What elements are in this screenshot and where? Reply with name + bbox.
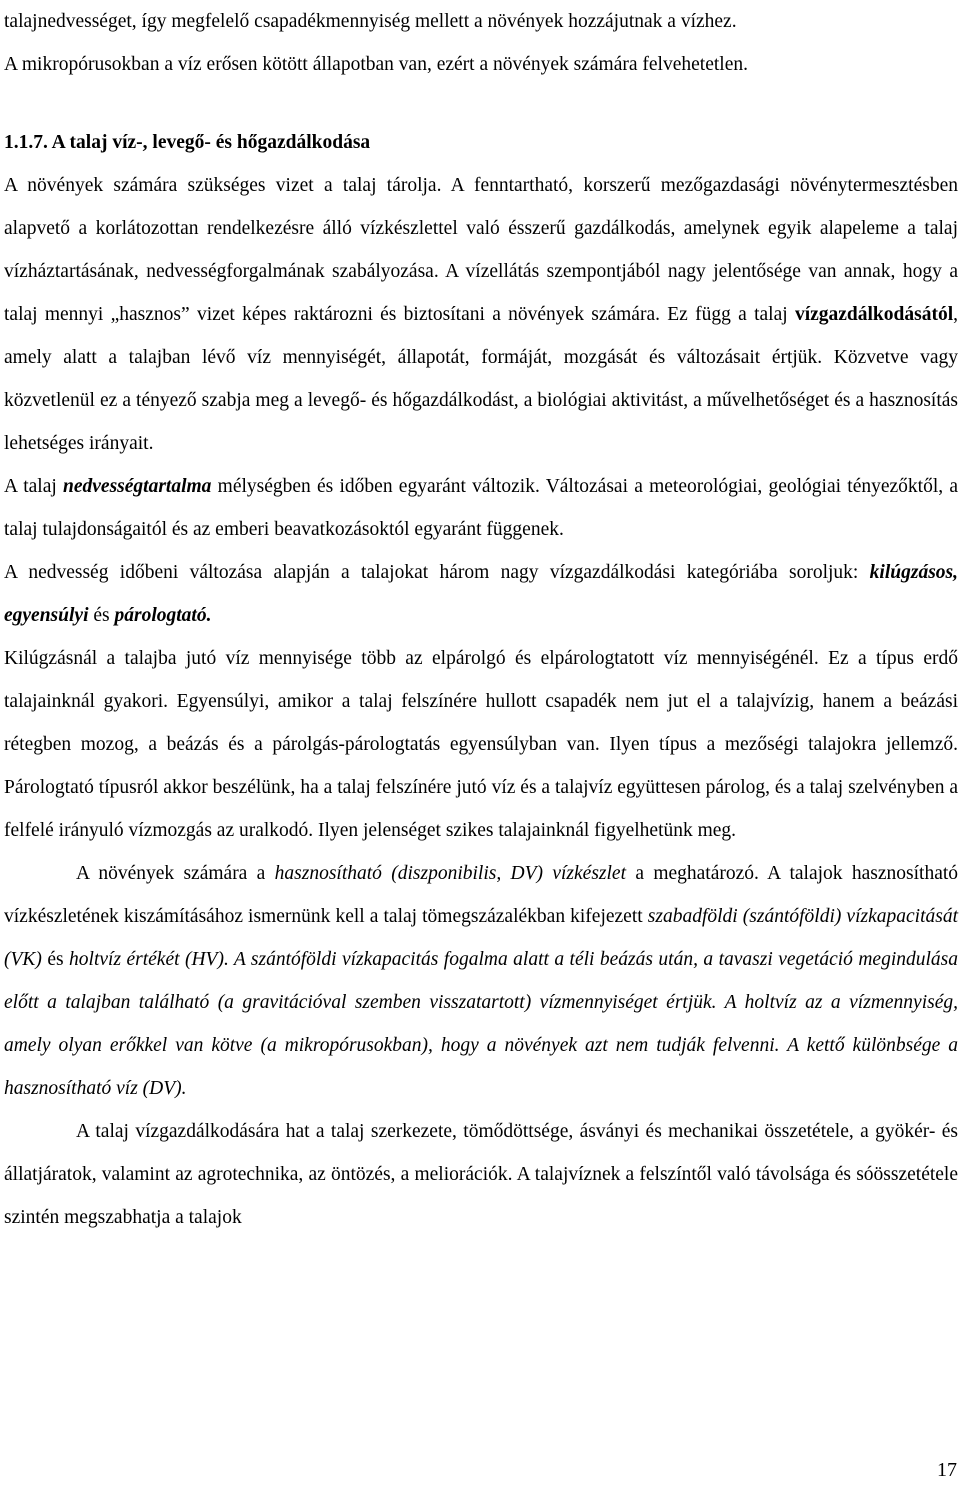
paragraph-moisture-content [4,465,958,551]
text-run: és [41,949,70,970]
paragraph-continued [4,0,958,86]
paragraph-water-management [4,164,958,465]
text-run: A növények számára szükséges vizet a talaj tárolja. A fenntartható, korszerű mezőgazdasági növénytermesztésben alapvető a korlátozottan rendelkezésre álló vízkészlettel való ésszerű gazdálkodás, amelynek egyik alapeleme a talaj vízháztartásának, nedvességforgalmának szabályozása. A vízellátás szempontjából nagy jelentősége van annak, hogy a talaj mennyi „hasznos” vizet képes raktározni és biztosítani a növények számára. Ez függ a talaj [4,175,958,325]
paragraph-category-types: Kilúgzásnál a talajba jutó víz mennyisége több az elpárolgó és elpárologtatott víz mennyiségénél. Ez a típus erdő talajainknál gyakori. Egyensúlyi, amikor a talaj felszínére hullott csapadék nem jut el a talajvízig, hanem a beázási rétegben mozog, a beázás és a párolgás-párologtatás egyensúlyban van. Ilyen típus a mezőségi talajokra jellemző. Párologtató típusról akkor beszélünk, ha a talaj felszínére jutó víz és a talajvíz együttesen párolog, és a talaj szelvényben a felfelé irányuló vízmozgás az uralkodó. Ilyen jelenséget szikes talajainknál figyelhetünk meg. [4,648,958,841]
italic-term: hasznosítható (diszponibilis, DV) vízkészlet [274,863,627,884]
bold-italic-term: nedvességtartalma [63,476,212,497]
section-heading: 1.1.7. A talaj víz-, levegő- és hőgazdálkodása [4,132,371,153]
paragraph-available-water [4,852,958,1110]
text-line: A mikropórusokban a víz erősen kötött állapotban van, ezért a növények számára felvehetetlen. [4,54,748,75]
italic-definition: holtvíz értékét (HV). A szántóföldi vízkapacitás fogalma alatt a téli beázás után, a tavaszi vegetáció megindulása előtt a talajban található (a gravitációval szemben visszatartott) vízmennyiséget értjük. A holtvíz az a vízmennyiség, amely olyan erőkkel van kötve (a mikropórusokban), hogy a növények azt nem tudják felvenni. A kettő különbsége a hasznosítható víz (DV). [4,949,959,1099]
text-run: a meghatározó. A talajok hasznosítható vízkészletének kiszámításához ismernünk kell a talaj tömegszázalékban kifejezett [4,863,959,927]
text-run: és [88,605,115,626]
bold-term: vízgazdálkodásától [794,304,954,325]
text-run: A növények számára a [76,863,275,884]
paragraph-categories [4,551,958,637]
paragraph-influencing-factors: A talaj vízgazdálkodására hat a talaj szerkezete, tömődöttsége, ásványi és mechanikai összetétele, a gyökér- és állatjáratok, valamint az agrotechnika, az öntözés, a meliorációk. A talajvíznek a felszíntől való távolsága és sóösszetétele szintén megszabhatja a talajok [4,1121,958,1228]
document-page [4,0,958,1239]
text-run: A nedvesség időbeni változása alapján a talajokat három nagy vízgazdálkodási kategóriába soroljuk: [4,562,870,583]
page-number: 17 [937,1459,957,1481]
italic-term: szabadföldi (szántóföldi) vízkapacitását (VK) [4,906,958,970]
text-line: talajnedvességet, így megfelelő csapadékmennyiség mellett a növények hozzájutnak a vízhez. [4,11,737,32]
bold-italic-term: kilúgzásos, egyensúlyi [4,562,958,626]
text-run: , amely alatt a talajban lévő víz mennyiségét, állapotát, formáját, mozgását és változásait értjük. Közvetve vagy közvetlenül ez a tényező szabja meg a levegő- és hőgazdálkodást, a biológiai aktivitást, a művelhetőséget és a hasznosítás lehetséges irányait. [4,304,958,454]
text-run: A talaj [4,476,64,497]
bold-italic-term: párologtató. [114,605,212,626]
text-run: mélységben és időben egyaránt változik. Változásai a meteorológiai, geológiai tényezőktől, a talaj tulajdonságaitól és az emberi beavatkozásoktól egyaránt függenek. [4,476,958,540]
